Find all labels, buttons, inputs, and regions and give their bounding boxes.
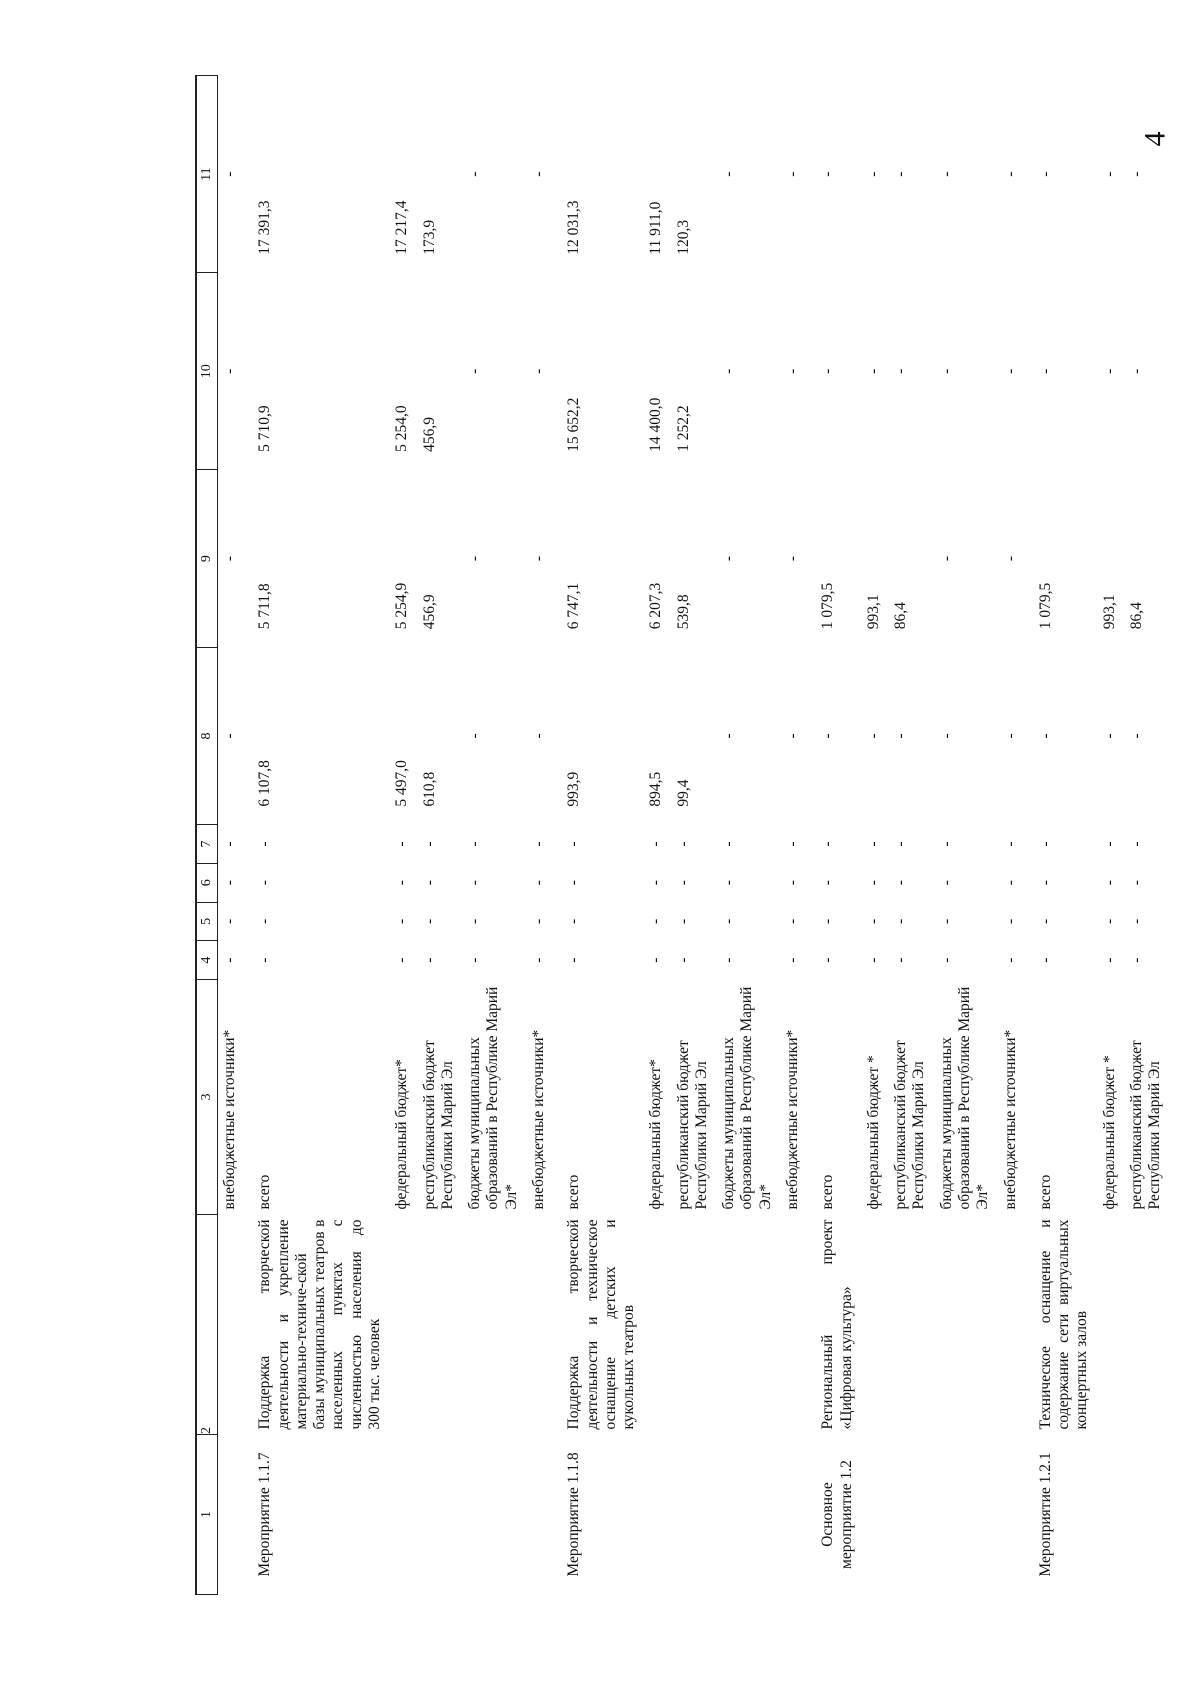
event-name-cell xyxy=(463,1215,527,1435)
header-col-6: 6 xyxy=(196,863,218,902)
value-cell-col-6: - xyxy=(466,880,484,886)
value-cell-col-10: - xyxy=(1100,368,1118,374)
table-row xyxy=(218,76,254,1595)
value-cell-col-10: - xyxy=(1001,368,1019,374)
event-name-cell: Поддержка творческой деятельности и укрепление материально-техниче-ской базы муниципальных театров в населенных пунктах с численностью населения до 300 тыс. человек xyxy=(256,1219,383,1430)
value-cell-col-10: - xyxy=(720,368,738,374)
event-name-cell: Техническое оснащение и содержание сети виртуальных концертных залов xyxy=(1036,1219,1091,1430)
funding-source-cell: всего xyxy=(565,1174,583,1210)
value-cell-col-9: 1 079,5 xyxy=(1036,582,1054,630)
value-cell-col-6: - xyxy=(864,880,882,886)
funding-source-cell: республиканский бюджет Республики Марий Эл xyxy=(420,1040,456,1210)
value-cell-col-7: - xyxy=(256,841,274,847)
event-code-cell xyxy=(1125,1435,1171,1595)
table-header xyxy=(196,76,218,1595)
table-row xyxy=(1125,76,1171,1595)
event-code-cell xyxy=(644,1435,671,1595)
event-name-cell xyxy=(418,1215,464,1435)
value-cell-col-9: 1 079,5 xyxy=(819,582,837,630)
header-col-3: 3 xyxy=(196,980,218,1215)
value-cell-col-4: - xyxy=(720,957,738,963)
value-cell-col-6: - xyxy=(937,880,955,886)
funding-source-cell: внебюджетные источники* xyxy=(529,1029,547,1210)
value-cell-col-11: 17 217,4 xyxy=(393,200,411,255)
value-cell-col-9: - xyxy=(784,555,802,562)
value-cell-col-8: - xyxy=(720,733,738,739)
value-cell-col-9: 539,8 xyxy=(674,594,692,630)
funding-source-cell: всего xyxy=(256,1174,274,1210)
funding-source-cell: всего xyxy=(819,1174,837,1210)
value-cell-col-11: 11 911,0 xyxy=(647,201,665,255)
event-code-cell xyxy=(862,1435,889,1595)
value-cell-col-11: - xyxy=(466,171,484,177)
event-code-cell xyxy=(781,1435,816,1595)
value-cell-col-6: - xyxy=(674,880,692,886)
value-cell-col-7: - xyxy=(819,841,837,847)
funding-source-cell: республиканский бюджет Республики Марий Эл xyxy=(892,1040,928,1210)
value-cell-col-4: - xyxy=(937,957,955,963)
table-row xyxy=(717,76,781,1595)
value-cell-col-4: - xyxy=(420,957,438,963)
value-cell-col-7: - xyxy=(420,841,438,847)
table-row xyxy=(1098,76,1125,1595)
header-col-9: 9 xyxy=(196,470,218,647)
header-col-5: 5 xyxy=(196,902,218,941)
value-cell-col-6: - xyxy=(393,880,411,886)
event-name-cell: Региональный проект «Цифровая культура» xyxy=(819,1219,855,1430)
value-cell-col-10: 5 710,9 xyxy=(256,405,274,452)
value-cell-col-4: - xyxy=(565,957,583,963)
value-cell-col-7: - xyxy=(529,841,547,847)
header-col-7: 7 xyxy=(196,825,218,864)
value-cell-col-8: 5 497,0 xyxy=(393,760,411,807)
value-cell-col-5: - xyxy=(720,918,738,925)
value-cell-col-4: - xyxy=(221,957,238,963)
event-code-cell xyxy=(1098,1435,1125,1595)
event-code-cell xyxy=(390,1435,417,1595)
value-cell-col-5: - xyxy=(784,918,802,925)
value-cell-col-4: - xyxy=(1100,957,1118,963)
event-name-cell xyxy=(999,1215,1034,1435)
value-cell-col-6: - xyxy=(720,880,738,886)
value-cell-col-4: - xyxy=(674,957,692,963)
value-cell-col-5: - xyxy=(674,918,692,925)
value-cell-col-5: - xyxy=(529,918,547,925)
value-cell-col-7: - xyxy=(1100,841,1118,847)
value-cell-col-4: - xyxy=(647,957,665,963)
value-cell-col-11: - xyxy=(1001,171,1019,177)
value-cell-col-5: - xyxy=(937,918,955,925)
funding-source-cell: бюджеты муниципальных образований в Республике Марий Эл* xyxy=(937,986,992,1210)
value-cell-col-10: - xyxy=(1036,368,1054,374)
value-cell-col-10: 15 652,2 xyxy=(565,397,583,452)
value-cell-col-5: - xyxy=(221,918,238,925)
value-cell-col-10: - xyxy=(221,368,238,374)
value-cell-col-4: - xyxy=(892,957,910,963)
header-col-10: 10 xyxy=(196,273,218,470)
event-code-cell xyxy=(672,1435,718,1595)
event-code-cell xyxy=(418,1435,464,1595)
value-cell-col-9: 86,4 xyxy=(892,602,910,630)
table-row xyxy=(999,76,1034,1595)
value-cell-col-4: - xyxy=(1127,957,1145,963)
event-code-cell xyxy=(527,1435,562,1595)
value-cell-col-9: 993,1 xyxy=(864,594,882,630)
table-row xyxy=(862,76,889,1595)
value-cell-col-8: - xyxy=(1036,733,1054,739)
value-cell-col-4: - xyxy=(1001,957,1019,963)
value-cell-col-7: - xyxy=(674,841,692,847)
value-cell-col-11: - xyxy=(819,171,837,177)
value-cell-col-6: - xyxy=(529,880,547,886)
value-cell-col-9: 5 711,8 xyxy=(256,583,274,630)
event-code-cell xyxy=(999,1435,1034,1595)
event-code-cell xyxy=(463,1435,527,1595)
event-name-cell xyxy=(1125,1215,1171,1435)
value-cell-col-10: - xyxy=(466,368,484,374)
value-cell-col-6: - xyxy=(1036,880,1054,886)
value-cell-col-11: - xyxy=(1100,171,1118,177)
event-code-cell: Основное мероприятие 1.2 xyxy=(819,1460,855,1569)
value-cell-col-11: - xyxy=(529,171,547,177)
value-cell-col-5: - xyxy=(819,918,837,925)
event-name-cell xyxy=(644,1215,671,1435)
funding-source-cell: внебюджетные источники* xyxy=(1001,1029,1019,1210)
event-name-cell xyxy=(717,1215,781,1435)
value-cell-col-9: - xyxy=(937,555,955,562)
value-cell-col-6: - xyxy=(565,880,583,886)
table-body xyxy=(218,76,1171,1595)
value-cell-col-8: - xyxy=(1127,733,1145,739)
value-cell-col-7: - xyxy=(221,841,238,847)
value-cell-col-9: 86,4 xyxy=(1127,602,1145,630)
event-name-cell xyxy=(935,1215,999,1435)
value-cell-col-10: - xyxy=(937,368,955,374)
value-cell-col-11: - xyxy=(221,171,238,177)
table-row xyxy=(562,76,644,1595)
value-cell-col-4: - xyxy=(819,957,837,963)
value-cell-col-11: - xyxy=(1127,171,1145,177)
value-cell-col-7: - xyxy=(937,841,955,847)
value-cell-col-11: 120,3 xyxy=(674,219,692,255)
value-cell-col-4: - xyxy=(1036,957,1054,963)
value-cell-col-4: - xyxy=(864,957,882,963)
value-cell-col-5: - xyxy=(1100,918,1118,925)
value-cell-col-11: 173,9 xyxy=(420,219,438,255)
value-cell-col-5: - xyxy=(864,918,882,925)
value-cell-col-6: - xyxy=(647,880,665,886)
value-cell-col-5: - xyxy=(1036,918,1054,925)
value-cell-col-7: - xyxy=(565,841,583,847)
value-cell-col-9: - xyxy=(466,555,484,562)
value-cell-col-6: - xyxy=(819,880,837,886)
table-row xyxy=(935,76,999,1595)
event-name-cell xyxy=(672,1215,718,1435)
value-cell-col-7: - xyxy=(892,841,910,847)
event-code-cell xyxy=(889,1435,935,1595)
funding-source-cell: федеральный бюджет * xyxy=(1100,1055,1118,1210)
value-cell-col-10: - xyxy=(1127,368,1145,374)
value-cell-col-9: 6 747,1 xyxy=(565,582,583,630)
value-cell-col-8: 894,5 xyxy=(647,771,665,807)
value-cell-col-11: - xyxy=(892,171,910,177)
value-cell-col-5: - xyxy=(647,918,665,925)
event-name-cell xyxy=(781,1215,816,1435)
value-cell-col-10: 1 252,2 xyxy=(674,405,692,452)
value-cell-col-8: - xyxy=(1100,733,1118,739)
value-cell-col-6: - xyxy=(1001,880,1019,886)
event-name-cell xyxy=(1098,1215,1125,1435)
header-col-4: 4 xyxy=(196,941,218,980)
value-cell-col-5: - xyxy=(420,918,438,925)
event-code-cell xyxy=(218,1435,254,1595)
event-name-cell: Поддержка творческой деятельности и техническое оснащение детских и кукольных театров xyxy=(565,1219,638,1430)
value-cell-col-7: - xyxy=(1001,841,1019,847)
event-name-cell xyxy=(218,1215,254,1435)
value-cell-col-8: - xyxy=(221,733,238,739)
event-name-cell xyxy=(889,1215,935,1435)
value-cell-col-8: - xyxy=(937,733,955,739)
table-row xyxy=(816,76,862,1595)
value-cell-col-5: - xyxy=(256,918,274,925)
value-cell-col-11: - xyxy=(864,171,882,177)
event-code-cell: Мероприятие 1.1.8 xyxy=(565,1452,583,1577)
table-row xyxy=(390,76,417,1595)
value-cell-col-8: - xyxy=(466,733,484,739)
funding-source-cell: внебюджетные источники* xyxy=(784,1029,802,1210)
value-cell-col-8: - xyxy=(864,733,882,739)
header-col-2: 2 xyxy=(196,1215,218,1435)
value-cell-col-4: - xyxy=(256,957,274,963)
table-row xyxy=(527,76,562,1595)
value-cell-col-8: 993,9 xyxy=(565,771,583,807)
page-number: 4 xyxy=(1138,131,1172,147)
value-cell-col-9: - xyxy=(221,555,238,562)
funding-source-cell: федеральный бюджет * xyxy=(864,1055,882,1210)
value-cell-col-5: - xyxy=(1001,918,1019,925)
value-cell-col-6: - xyxy=(221,880,238,886)
event-name-cell xyxy=(862,1215,889,1435)
funding-source-cell: федеральный бюджет* xyxy=(393,1059,411,1210)
value-cell-col-8: - xyxy=(529,733,547,739)
value-cell-col-5: - xyxy=(565,918,583,925)
value-cell-col-10: 456,9 xyxy=(420,417,438,452)
event-code-cell xyxy=(717,1435,781,1595)
value-cell-col-9: - xyxy=(1001,555,1019,562)
funding-source-cell: бюджеты муниципальных образований в Республике Марий Эл* xyxy=(720,986,774,1210)
value-cell-col-8: - xyxy=(1001,733,1019,739)
funding-source-cell: республиканский бюджет Республики Марий Эл xyxy=(674,1040,710,1210)
value-cell-col-6: - xyxy=(256,880,274,886)
value-cell-col-8: 610,8 xyxy=(420,771,438,807)
value-cell-col-7: - xyxy=(647,841,665,847)
value-cell-col-6: - xyxy=(420,880,438,886)
value-cell-col-4: - xyxy=(529,957,547,963)
value-cell-col-7: - xyxy=(720,841,738,847)
value-cell-col-10: 14 400,0 xyxy=(647,397,665,452)
value-cell-col-5: - xyxy=(393,918,411,925)
value-cell-col-8: - xyxy=(892,733,910,739)
value-cell-col-11: 17 391,3 xyxy=(256,200,274,255)
value-cell-col-6: - xyxy=(1100,880,1118,886)
value-cell-col-5: - xyxy=(466,918,484,925)
table-row xyxy=(644,76,671,1595)
header-row xyxy=(196,76,218,1595)
value-cell-col-10: - xyxy=(529,368,547,374)
table-row xyxy=(418,76,464,1595)
value-cell-col-8: - xyxy=(819,733,837,739)
event-code-cell: Мероприятие 1.1.7 xyxy=(256,1452,274,1577)
value-cell-col-4: - xyxy=(784,957,802,963)
funding-source-cell: республиканский бюджет Республики Марий Эл xyxy=(1127,1040,1164,1210)
value-cell-col-7: - xyxy=(864,841,882,847)
value-cell-col-10: - xyxy=(864,368,882,374)
value-cell-col-5: - xyxy=(1127,918,1145,925)
table-row xyxy=(463,76,527,1595)
value-cell-col-9: - xyxy=(529,555,547,562)
value-cell-col-7: - xyxy=(393,841,411,847)
funding-source-cell: внебюджетные источники* xyxy=(221,1029,238,1210)
event-name-cell xyxy=(390,1215,417,1435)
value-cell-col-7: - xyxy=(1036,841,1054,847)
value-cell-col-11: - xyxy=(1036,171,1054,177)
value-cell-col-11: - xyxy=(784,171,802,177)
value-cell-col-5: - xyxy=(892,918,910,925)
value-cell-col-7: - xyxy=(1127,841,1145,847)
value-cell-col-9: 456,9 xyxy=(420,594,438,630)
funding-source-cell: федеральный бюджет* xyxy=(647,1059,665,1210)
table-row xyxy=(1034,76,1098,1595)
value-cell-col-9: 993,1 xyxy=(1100,594,1118,630)
header-col-11: 11 xyxy=(196,76,218,273)
table-row xyxy=(889,76,935,1595)
budget-table-container xyxy=(195,75,1171,1595)
budget-table xyxy=(195,75,1171,1595)
value-cell-col-11: 12 031,3 xyxy=(565,200,583,255)
value-cell-col-7: - xyxy=(784,841,802,847)
value-cell-col-11: - xyxy=(937,171,955,177)
value-cell-col-7: - xyxy=(466,841,484,847)
value-cell-col-10: - xyxy=(819,368,837,374)
value-cell-col-9: - xyxy=(720,555,738,562)
value-cell-col-9: 6 207,3 xyxy=(647,582,665,630)
header-col-8: 8 xyxy=(196,647,218,824)
value-cell-col-10: - xyxy=(784,368,802,374)
table-row xyxy=(781,76,816,1595)
funding-source-cell: всего xyxy=(1036,1174,1054,1210)
header-col-1: 1 xyxy=(196,1435,218,1595)
event-name-cell xyxy=(527,1215,562,1435)
value-cell-col-4: - xyxy=(466,957,484,963)
value-cell-col-8: 99,4 xyxy=(674,779,692,807)
value-cell-col-4: - xyxy=(393,957,411,963)
value-cell-col-9: 5 254,9 xyxy=(393,582,411,630)
value-cell-col-6: - xyxy=(892,880,910,886)
event-code-cell xyxy=(935,1435,999,1595)
value-cell-col-8: 6 107,8 xyxy=(256,760,274,807)
value-cell-col-8: - xyxy=(784,733,802,739)
event-code-cell: Мероприятие 1.2.1 xyxy=(1036,1452,1054,1577)
table-row xyxy=(672,76,718,1595)
table-row xyxy=(253,76,390,1595)
funding-source-cell: бюджеты муниципальных образований в Республике Марий Эл* xyxy=(466,986,520,1210)
value-cell-col-10: 5 254,0 xyxy=(393,405,411,452)
value-cell-col-6: - xyxy=(784,880,802,886)
value-cell-col-6: - xyxy=(1127,880,1145,886)
value-cell-col-10: - xyxy=(892,368,910,374)
value-cell-col-11: - xyxy=(720,171,738,177)
